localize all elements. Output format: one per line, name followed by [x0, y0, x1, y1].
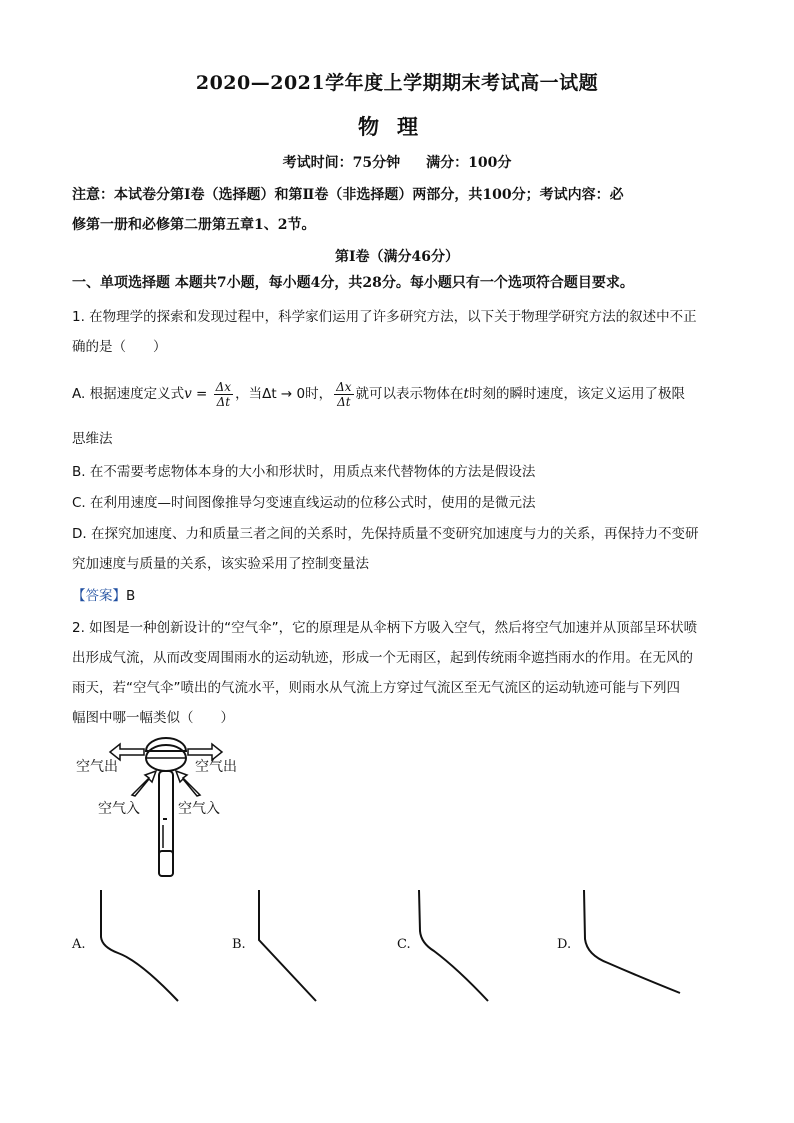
- air-in-left-arrow: [132, 771, 156, 796]
- exam-time: 考试时间：75分钟: [282, 155, 401, 171]
- exam-info: [0, 152, 794, 172]
- fraction-dx-dt-2: [334, 380, 353, 409]
- option-b-label: B.: [232, 937, 246, 952]
- q1-option-d: [72, 519, 724, 579]
- q1-option-a-text-4: 时刻的瞬时速度，该定义运用了极限: [468, 386, 685, 402]
- q1-option-b: B. 在不需要考虑物体本身的大小和形状时，用质点来代替物体的方法是假设法: [72, 464, 536, 480]
- time-symbol: t: [463, 386, 469, 402]
- q2-line-4: 幅图中哪一幅类似（ ）: [72, 710, 234, 726]
- note-line-1: 注意：本试卷分第Ⅰ卷（选择题）和第Ⅱ卷（非选择题）两部分，共100分；考试内容：必: [72, 187, 624, 203]
- full-score: 满分：100分: [426, 155, 512, 171]
- label-air-out-left: 空气出: [76, 759, 118, 775]
- q1-option-a-text-3: 就可以表示物体在: [355, 386, 464, 402]
- trajectory-options-figure: [70, 885, 720, 1010]
- q2-line-3: 雨天，若“空气伞”喷出的气流水平，则雨水从气流上方穿过气流区至无气流区的运动轨迹可能与下列四: [72, 680, 680, 696]
- exam-title: 2020—2021学年度上学期期末考试高一试题: [195, 72, 599, 94]
- q1-option-d-line-1: D. 在探究加速度、力和质量三者之间的关系时，先保持质量不变研究加速度与力的关系，再保持力不变研: [72, 526, 699, 542]
- part-title: 第Ⅰ卷（满分46分）: [334, 249, 460, 265]
- q1-line-1: 1. 在物理学的探索和发现过程中，科学家们运用了许多研究方法，以下关于物理学研究方法的叙述中不正: [72, 309, 697, 325]
- q1-option-a-text-2: ，当Δt → 0时，: [235, 386, 333, 402]
- q1-answer: [72, 581, 724, 611]
- section-title: 一、单项选择题 本题共7小题，每小题4分，共28分。每小题只有一个选项符合题目要求。: [72, 275, 634, 291]
- trajectory-b: [259, 890, 316, 1001]
- answer-tag: 【答案】: [72, 588, 126, 604]
- q1-option-d-line-2: 究加速度与质量的关系，该实验采用了控制变量法: [72, 556, 369, 572]
- exam-note: [72, 180, 727, 240]
- question-2: [72, 613, 724, 733]
- note-line-2: 修第一册和必修第二册第五章1、2节。: [72, 217, 316, 233]
- option-d-label: D.: [557, 937, 572, 952]
- q1-line-2: 确的是（ ）: [72, 339, 167, 355]
- q1-option-a-line-2: 思维法: [72, 431, 113, 447]
- q2-line-2: 出形成气流，从而改变周围雨水的运动轨迹，形成一个无雨区，起到传统雨伞遮挡雨水的作用。在无风的: [72, 650, 693, 666]
- q1-option-c: C. 在利用速度—时间图像推导匀变速直线运动的位移公式时，使用的是微元法: [72, 495, 536, 511]
- trajectory-a: [101, 890, 178, 1001]
- q2-line-1: 2. 如图是一种创新设计的“空气伞”，它的原理是从伞柄下方吸入空气，然后将空气加速并从顶部呈环状喷: [72, 620, 698, 636]
- trajectory-c: [419, 890, 488, 1001]
- fraction-denominator: Δt: [337, 394, 351, 409]
- label-air-in-right: 空气入: [178, 801, 220, 817]
- answer-value: B: [126, 588, 136, 604]
- trajectory-d: [584, 890, 680, 993]
- option-a-label: A.: [72, 937, 86, 952]
- label-air-in-left: 空气入: [98, 801, 140, 817]
- equals-sign: =: [191, 386, 212, 402]
- label-air-out-right: 空气出: [195, 759, 237, 775]
- fraction-numerator: Δx: [215, 379, 232, 394]
- subject-title: 物理: [358, 114, 436, 139]
- q1-option-a-text-1: A. 根据速度定义式: [72, 386, 185, 402]
- fraction-numerator: Δx: [336, 379, 352, 394]
- q1-option-a: [72, 376, 724, 412]
- fraction-denominator: Δt: [216, 394, 231, 409]
- option-c-label: C.: [397, 937, 411, 952]
- fraction-dx-dt: [214, 380, 233, 409]
- question-1: [72, 302, 724, 362]
- velocity-symbol: v: [184, 386, 192, 402]
